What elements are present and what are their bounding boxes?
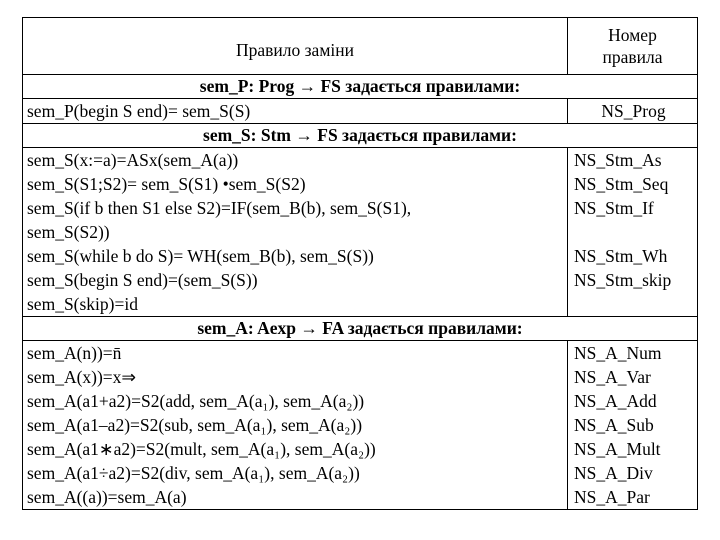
rule-text: sem_A(n))=n̄ <box>27 343 122 363</box>
header-row <box>23 18 698 75</box>
rule-number: NS_Stm_skip <box>574 270 672 290</box>
rule-text: sem_P(begin S end)= sem_S(S) <box>27 101 251 121</box>
rule-number-cell <box>568 99 698 124</box>
rule-text: sem_A(x))=x⇒ <box>27 367 137 387</box>
rule-text: sem_S(skip)=id <box>27 294 138 314</box>
number-header-line: Номер <box>608 25 657 45</box>
rule-number: NS_Stm_If <box>574 198 654 218</box>
rule-number-cell <box>568 148 698 317</box>
rule-number: NS_A_Sub <box>574 415 654 435</box>
rules-table <box>22 17 698 510</box>
rule-text: sem_S(if b then S1 else S2)=IF(sem_B(b), sem_S(S1), <box>27 198 412 218</box>
rule-text: sem_A(a1–a2)=S2(sub, sem_A(a₁), sem_A(a₂)) <box>27 415 363 435</box>
rule-text: sem_S(S2)) <box>27 222 110 242</box>
rule-number: NS_Stm_As <box>574 150 662 170</box>
rule-number: NS_A_Add <box>574 391 657 411</box>
rule-number: NS_A_Var <box>574 367 651 387</box>
section-title: sem_P: Prog → FS задається правилами: <box>23 75 698 99</box>
rule-number-cell <box>568 341 698 510</box>
rules-block-row <box>23 148 698 317</box>
number-column-header <box>568 18 698 75</box>
rule-number: NS_Stm_Wh <box>574 246 668 266</box>
rule-cell <box>23 341 568 510</box>
section-heading-row <box>23 124 698 148</box>
rule-text: sem_S(while b do S)= WH(sem_B(b), sem_S(S)) <box>27 246 374 266</box>
rules-block-row <box>23 99 698 124</box>
section-title: sem_S: Stm → FS задається правилами: <box>23 124 698 148</box>
rule-number <box>572 292 693 316</box>
rule-number: NS_A_Mult <box>574 439 661 459</box>
rule-number: NS_A_Par <box>574 487 650 507</box>
section-heading-row <box>23 317 698 341</box>
rule-column-header: Правило заміни <box>23 18 568 75</box>
rule-number: NS_Prog <box>601 101 666 121</box>
rule-text: sem_A((a))=sem_A(a) <box>27 487 187 507</box>
rule-text: sem_A(a1÷a2)=S2(div, sem_A(a₁), sem_A(a₂)) <box>27 463 360 483</box>
section-title: sem_A: Aexp → FA задається правилами: <box>23 317 698 341</box>
rule-text: sem_S(x:=a)=ASx(sem_A(a)) <box>27 150 239 170</box>
section-heading-row <box>23 75 698 99</box>
rule-text: sem_S(begin S end)=(sem_S(S)) <box>27 270 258 290</box>
rule-number: NS_Stm_Seq <box>574 174 669 194</box>
rule-cell <box>23 148 568 317</box>
rule-text: sem_A(a1+a2)=S2(add, sem_A(a₁), sem_A(a₂)) <box>27 391 365 411</box>
rules-block-row <box>23 341 698 510</box>
rule-number: NS_A_Div <box>574 463 653 483</box>
rule-number: NS_A_Num <box>574 343 662 363</box>
rule-text: sem_A(a1∗a2)=S2(mult, sem_A(a₁), sem_A(a₂)) <box>27 439 376 459</box>
rule-cell <box>23 99 568 124</box>
rule-number <box>572 220 693 244</box>
rule-text: sem_S(S1;S2)= sem_S(S1) •sem_S(S2) <box>27 174 306 194</box>
number-header-line: правила <box>602 47 663 67</box>
